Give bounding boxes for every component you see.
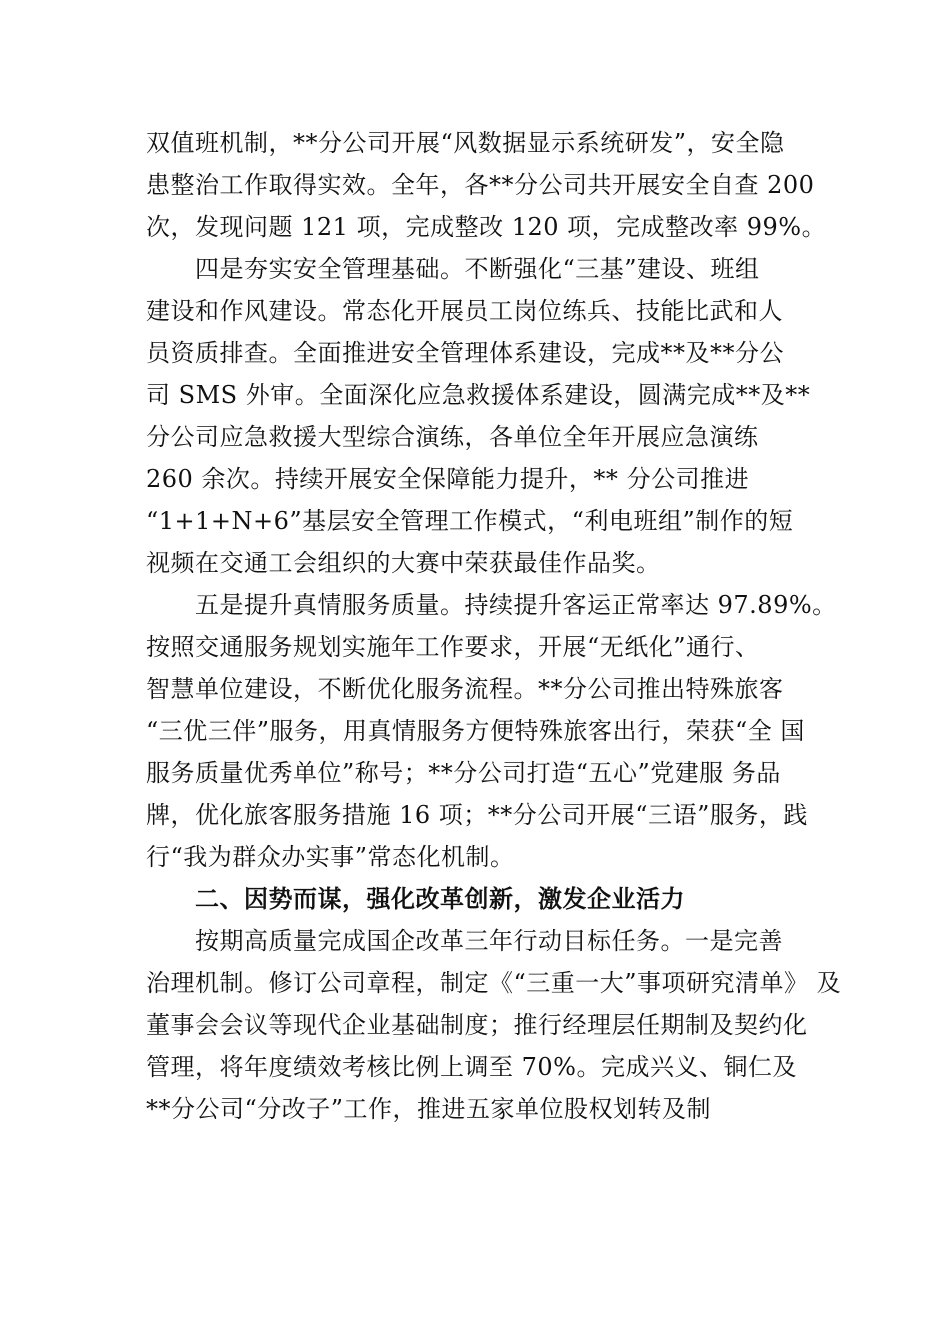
text-line: 董事会会议等现代企业基础制度；推行经理层任期制及契约化	[146, 1011, 808, 1039]
text-line: 260 余次。持续开展安全保障能力提升，** 分公司推进	[146, 465, 750, 493]
text-line: 次，发现问题 121 项，完成整改 120 项，完成整改率 99%。	[146, 213, 827, 241]
text-line: 服务质量优秀单位”称号；**分公司打造“五心”党建服 务品	[146, 759, 781, 787]
text-line: “三优三伴”服务，用真情服务方便特殊旅客出行，荣获“全 国	[146, 717, 805, 745]
text-line: 患整治工作取得实效。全年，各**分公司共开展安全自查 200	[146, 171, 815, 199]
text-line: 行“我为群众办实事”常态化机制。	[146, 843, 515, 871]
section-heading: 二、因势而谋，强化改革创新，激发企业活力	[195, 884, 685, 913]
text-line: “1+1+N+6”基层安全管理工作模式，“利电班组”制作的短	[146, 507, 794, 535]
text-line: 牌，优化旅客服务措施 16 项；**分公司开展“三语”服务，践	[146, 801, 808, 829]
text-line: 管理，将年度绩效考核比例上调至 70%。完成兴义、铜仁及	[146, 1053, 797, 1081]
text-line: 按照交通服务规划实施年工作要求，开展“无纸化”通行、	[146, 633, 760, 661]
text-line: 双值班机制，**分公司开展“风数据显示系统研发”，安全隐	[146, 129, 785, 157]
paragraph-start-line: 按期高质量完成国企改革三年行动目标任务。一是完善	[195, 927, 783, 955]
paragraph-start-line: 五是提升真情服务质量。持续提升客运正常率达 97.89%。	[195, 591, 837, 619]
text-line: **分公司“分改子”工作，推进五家单位股权划转及制	[146, 1095, 712, 1123]
text-line: 员资质排查。全面推进安全管理体系建设，完成**及**分公	[146, 339, 784, 367]
text-line: 视频在交通工会组织的大赛中荣获最佳作品奖。	[146, 549, 661, 577]
text-line: 分公司应急救援大型综合演练，各单位全年开展应急演练	[146, 423, 759, 451]
text-line: 建设和作风建设。常态化开展员工岗位练兵、技能比武和人	[146, 297, 783, 325]
paragraph-start-line: 四是夯实安全管理基础。不断强化“三基”建设、班组	[195, 255, 760, 283]
text-line: 治理机制。修订公司章程，制定《“三重一大”事项研究清单》 及	[146, 969, 842, 997]
text-line: 司 SMS 外审。全面深化应急救援体系建设，圆满完成**及**	[146, 381, 811, 409]
text-line: 智慧单位建设，不断优化服务流程。**分公司推出特殊旅客	[146, 675, 784, 703]
